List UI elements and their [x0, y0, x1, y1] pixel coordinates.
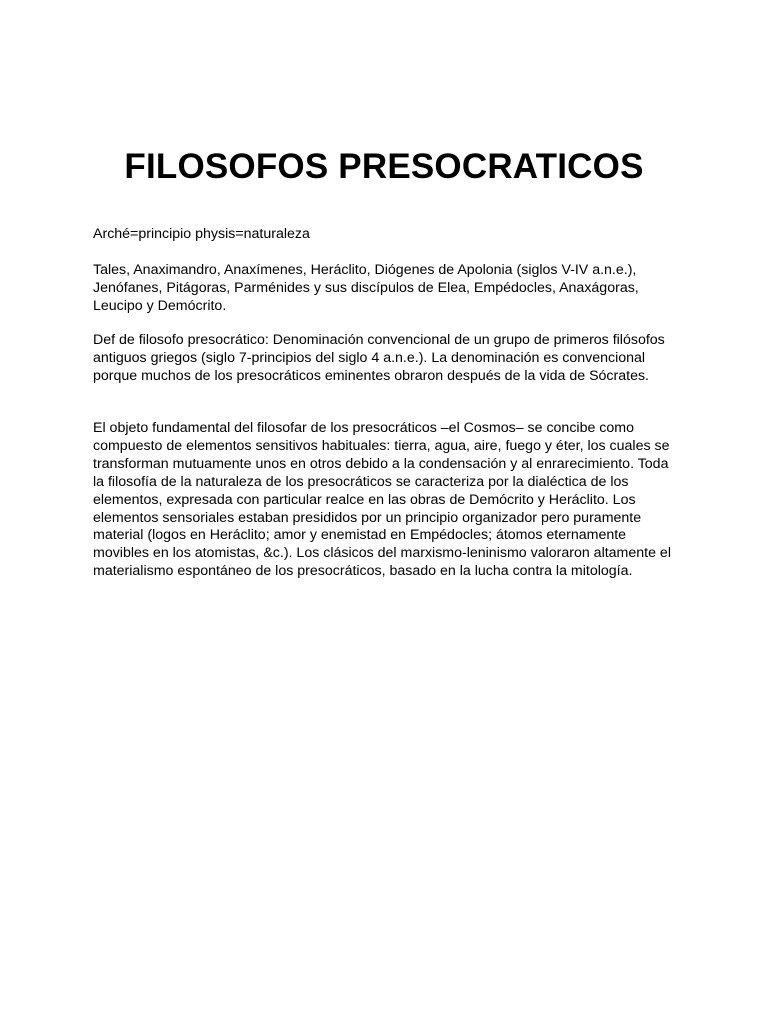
page-title: FILOSOFOS PRESOCRATICOS — [124, 147, 644, 186]
paragraph-philosophers-list: Tales, Anaximandro, Anaxímenes, Heráclito, Diógenes de Apolonia (siglos V-IV a.n.e.), Jenófanes, Pitágoras, Parménides y sus discípulos de Elea, Empédocles, Anaxágoras, Leucipo y Demócrito. — [93, 262, 639, 314]
paragraph-definitions: Arché=principio physis=naturaleza — [93, 226, 310, 242]
paragraph-cosmos-description: El objeto fundamental del filosofar de los presocráticos –el Cosmos– se concibe como compuesto de elementos sensitivos habituales: tierra, agua, aire, fuego y éter, los cuales se transforman mutuamente unos en otros debido a la condensación y al enrarecimiento. Toda la filosofía de la naturaleza de los presocráticos se caracteriza por la dialéctica de los elementos, expresada con particular realce en las obras de Demócrito y Heráclito. Los elementos sensoriales estaban presididos por un principio organizador pero puramente material (logos en Heráclito; amor y enemistad en Empédocles; átomos eternamente movibles en los atomistas, &c.). Los clásicos del marxismo-leninismo valoraron altamente el materialismo espontáneo de los presocráticos, basado en la lucha contra la mitología. — [93, 420, 671, 580]
paragraph-presocratic-definition: Def de filosofo presocrático: Denominación convencional de un grupo de primeros filósofos antiguos griegos (siglo 7-principios del siglo 4 a.n.e.). La denominación es convencional porque muchos de los presocráticos eminentes obraron después de la vida de Sócrates. — [93, 332, 665, 384]
